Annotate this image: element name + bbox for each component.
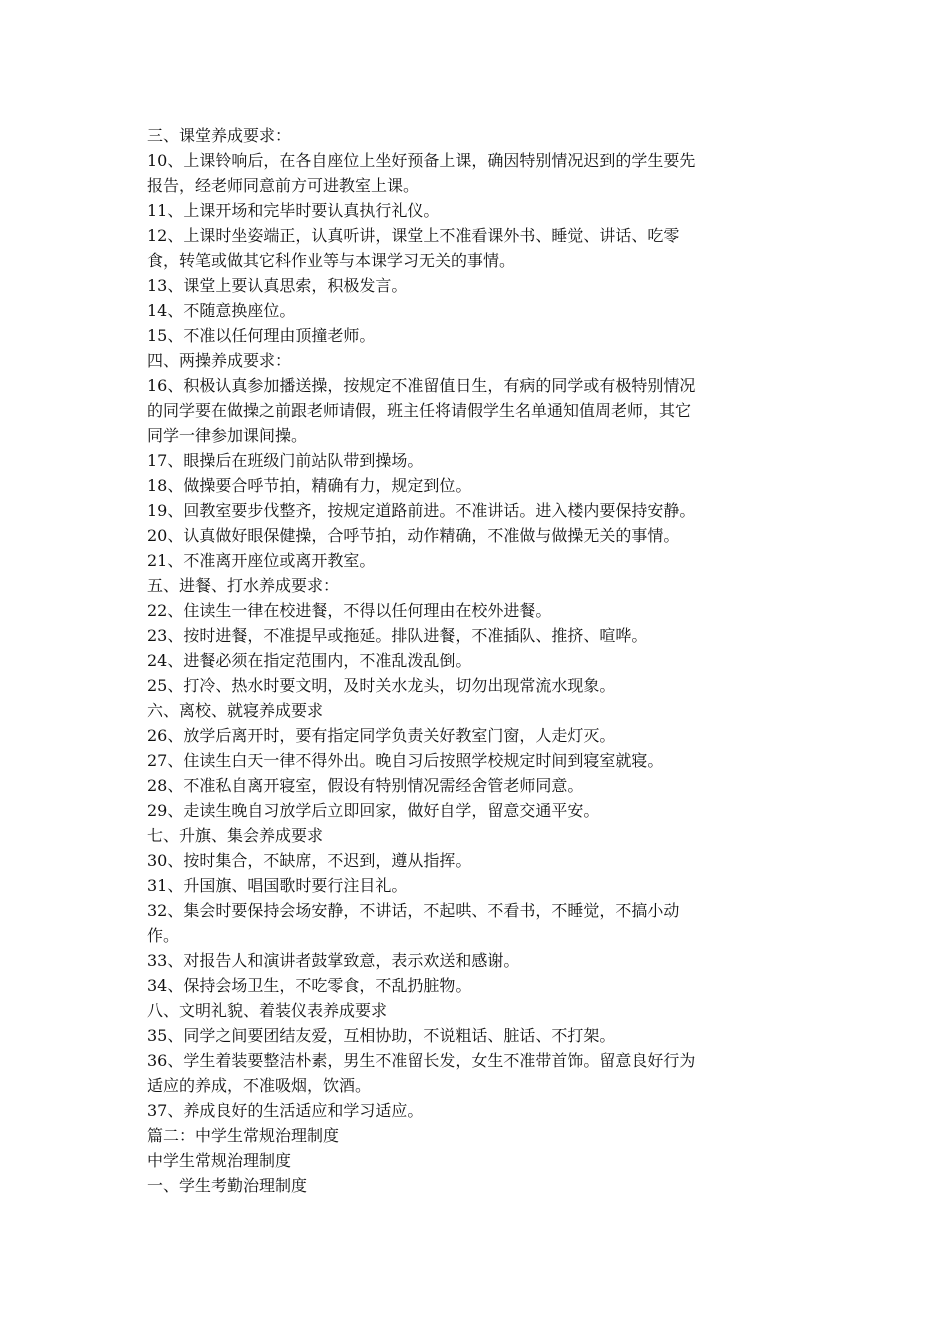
rule-10-line-1: 10、上课铃响后，在各自座位上坐好预备上课，确因特别情况迟到的学生要先 <box>147 151 696 170</box>
section-heading-assembly: 七、升旗、集会养成要求 <box>147 826 324 845</box>
rule-34: 34、保持会场卫生，不吃零食，不乱扔脏物。 <box>147 976 472 995</box>
rule-36-line-1: 36、学生着装要整洁朴素，男生不准留长发，女生不准带首饰。留意良好行为 <box>147 1051 696 1070</box>
rule-16-line-2: 的同学要在做操之前跟老师请假，班主任将请假学生名单通知值周老师，其它 <box>147 401 692 420</box>
rule-31: 31、升国旗、唱国歌时要行注目礼。 <box>147 876 408 895</box>
rule-22: 22、住读生一律在校进餐，不得以任何理由在校外进餐。 <box>147 601 552 620</box>
rule-12-line-1: 12、上课时坐姿端正，认真听讲，课堂上不准看课外书、睡觉、讲话、吃零 <box>147 226 680 245</box>
rule-32-line-2: 作。 <box>147 926 180 945</box>
document-body <box>147 123 807 1198</box>
rule-17: 17、眼操后在班级门前站队带到操场。 <box>147 451 424 470</box>
rule-25: 25、打冷、热水时要文明，及时关水龙头，切勿出现常流水现象。 <box>147 676 616 695</box>
section-heading-classroom: 三、课堂养成要求： <box>147 126 292 145</box>
rule-16-line-1: 16、积极认真参加播送操，按规定不准留值日生，有病的同学或有极特别情况 <box>147 376 696 395</box>
rule-29: 29、走读生晚自习放学后立即回家，做好自学，留意交通平安。 <box>147 801 600 820</box>
rule-20: 20、认真做好眼保健操，合呼节拍，动作精确，不准做与做操无关的事情。 <box>147 526 680 545</box>
rule-10-line-2: 报告，经老师同意前方可进教室上课。 <box>147 176 420 195</box>
rule-13: 13、课堂上要认真思索，积极发言。 <box>147 276 408 295</box>
part-two-title: 篇二：中学生常规治理制度 <box>147 1126 340 1145</box>
rule-19: 19、回教室要步伐整齐，按规定道路前进。不准讲话。进入楼内要保持安静。 <box>147 501 696 520</box>
document-title: 中学生常规治理制度 <box>147 1151 292 1170</box>
rule-12-line-2: 食，转笔或做其它科作业等与本课学习无关的事情。 <box>147 251 516 270</box>
section-heading-attendance: 一、学生考勤治理制度 <box>147 1176 308 1195</box>
rule-37: 37、养成良好的生活适应和学习适应。 <box>147 1101 424 1120</box>
rule-35: 35、同学之间要团结友爱，互相协助，不说粗话、脏话、不打架。 <box>147 1026 616 1045</box>
rule-14: 14、不随意换座位。 <box>147 301 296 320</box>
section-heading-exercises: 四、两操养成要求： <box>147 351 292 370</box>
rule-23: 23、按时进餐，不准提早或拖延。排队进餐，不准插队、推挤、喧哗。 <box>147 626 648 645</box>
section-heading-etiquette: 八、文明礼貌、着装仪表养成要求 <box>147 1001 388 1020</box>
section-heading-leaving: 六、离校、就寝养成要求 <box>147 701 324 720</box>
rule-11: 11、上课开场和完毕时要认真执行礼仪。 <box>147 201 440 220</box>
section-heading-meals: 五、进餐、打水养成要求： <box>147 576 340 595</box>
rule-16-line-3: 同学一律参加课间操。 <box>147 426 308 445</box>
rule-26: 26、放学后离开时，要有指定同学负责关好教室门窗，人走灯灭。 <box>147 726 616 745</box>
rule-30: 30、按时集合，不缺席，不迟到，遵从指挥。 <box>147 851 472 870</box>
rule-33: 33、对报告人和演讲者鼓掌致意，表示欢送和感谢。 <box>147 951 520 970</box>
rule-15: 15、不准以任何理由顶撞老师。 <box>147 326 376 345</box>
rule-32-line-1: 32、集会时要保持会场安静，不讲话，不起哄、不看书，不睡觉，不搞小动 <box>147 901 680 920</box>
rule-28: 28、不准私自离开寝室，假设有特别情况需经舍管老师同意。 <box>147 776 584 795</box>
rule-18: 18、做操要合呼节拍，精确有力，规定到位。 <box>147 476 472 495</box>
rule-36-line-2: 适应的养成，不准吸烟，饮酒。 <box>147 1076 372 1095</box>
rule-21: 21、不准离开座位或离开教室。 <box>147 551 376 570</box>
rule-24: 24、进餐必须在指定范围内，不准乱泼乱倒。 <box>147 651 472 670</box>
rule-27: 27、住读生白天一律不得外出。晚自习后按照学校规定时间到寝室就寝。 <box>147 751 664 770</box>
